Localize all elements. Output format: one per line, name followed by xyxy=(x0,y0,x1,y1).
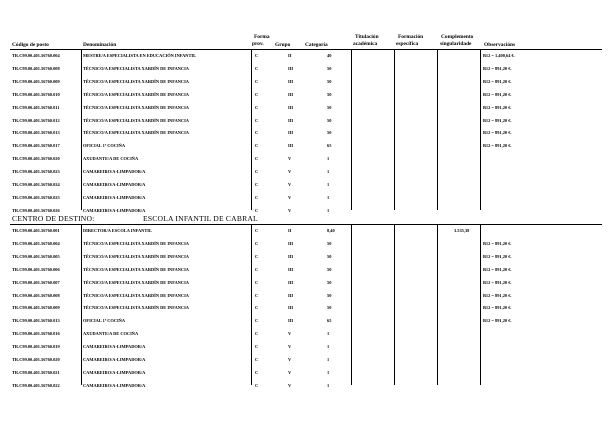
post-code-cell: TR.C99.00.401.56760.019 xyxy=(12,344,60,350)
forma-prov-cell: C xyxy=(255,292,259,298)
denomination-cell: CAMAREIRO/A-LIMPADOR/A xyxy=(83,182,146,187)
header-grupo: Grupo xyxy=(275,42,291,48)
denomination-cell: AXUDANTE/A DE COCIÑA xyxy=(83,156,139,162)
header-complemento-2: singularidade xyxy=(440,41,472,47)
grupo-cell: V xyxy=(288,344,292,350)
grupo-cell: V xyxy=(288,207,292,213)
denomination-cell: AXUDANTE/A DE COCIÑA xyxy=(83,331,139,337)
header-denominacion: Denominación xyxy=(83,42,117,48)
section-2-label: CENTRO DE DESTINO: xyxy=(12,214,95,223)
grupo-cell: II xyxy=(288,228,292,233)
observacions-cell: B12 = 891,20 €. xyxy=(483,104,512,110)
forma-prov-cell: C xyxy=(255,104,259,110)
table-row xyxy=(0,91,615,104)
denomination-cell: CAMAREIRO/A-LIMPADOR/A xyxy=(83,207,146,213)
header-forma-2: prov. xyxy=(252,41,264,47)
table-row xyxy=(0,227,615,240)
post-code-cell: TR.C99.00.401.56760.020 xyxy=(12,156,60,162)
forma-prov-cell: C xyxy=(255,305,259,311)
observacions-cell: B12 = 1.400,64 €. xyxy=(483,53,515,58)
forma-prov-cell: C xyxy=(255,143,259,149)
denomination-cell: CAMAREIRO/A-LIMPADOR/A xyxy=(83,169,146,175)
observacions-cell: B12 = 891,20 €. xyxy=(483,279,512,285)
categoria-cell: 50 xyxy=(327,104,332,110)
denomination-cell: TÉCNICO/A ESPECIALISTA XARDÍN DE INFANCIA xyxy=(83,91,189,97)
categoria-cell: 1 xyxy=(327,169,330,175)
table-row xyxy=(0,142,615,155)
categoria-cell: 50 xyxy=(327,91,332,97)
categoria-cell: 50 xyxy=(327,266,332,272)
table-row xyxy=(0,330,615,343)
forma-prov-cell: C xyxy=(255,344,259,350)
table-row xyxy=(0,253,615,266)
table-row xyxy=(0,304,615,317)
grupo-cell: V xyxy=(288,194,292,200)
categoria-cell: 50 xyxy=(327,78,332,84)
section-2-name: ESCOLA INFANTIL DE CABRAL xyxy=(143,214,258,223)
categoria-cell: 65 xyxy=(327,143,332,149)
post-code-cell: TR.C99.00.401.56760.013 xyxy=(12,318,60,324)
complemento-cell: 3.535,38 xyxy=(454,228,470,233)
denomination-cell: OFICIAL 1ª COCIÑA xyxy=(83,143,126,149)
categoria-cell: 50 xyxy=(327,130,332,136)
grupo-cell: V xyxy=(288,182,292,187)
post-code-cell: TR.C99.00.401.56760.006 xyxy=(12,266,60,272)
table-row xyxy=(0,382,615,395)
forma-prov-cell: C xyxy=(255,240,259,246)
post-code-cell: TR.C99.00.401.56760.021 xyxy=(12,369,60,375)
table-row xyxy=(0,168,615,181)
table-row xyxy=(0,65,615,78)
post-code-cell: TR.C99.00.401.56760.008 xyxy=(12,292,60,298)
post-code-cell: TR.C99.00.401.56760.004 xyxy=(12,240,60,246)
forma-prov-cell: C xyxy=(255,194,259,200)
grupo-cell: III xyxy=(288,292,294,298)
post-code-cell: TR.C99.00.401.56760.024 xyxy=(12,182,60,187)
table-row xyxy=(0,317,615,330)
denomination-cell: TÉCNICO/A ESPECIALISTA XARDÍN DE INFANCIA xyxy=(83,305,189,311)
forma-prov-cell: C xyxy=(255,91,259,97)
table-row xyxy=(0,279,615,292)
denomination-cell: CAMAREIRO/A-LIMPADOR/A xyxy=(83,194,146,200)
post-code-cell: TR.C99.00.401.56760.005 xyxy=(12,253,60,259)
forma-prov-cell: C xyxy=(255,266,259,272)
section-2-heading xyxy=(12,214,258,223)
table-row xyxy=(0,266,615,279)
post-code-cell: TR.C99.00.401.56760.017 xyxy=(12,143,60,149)
grupo-cell: V xyxy=(288,331,292,337)
header-formacion-2: específica xyxy=(396,41,419,47)
table-row xyxy=(0,129,615,142)
observacions-cell: B12 = 891,20 €. xyxy=(483,78,512,84)
categoria-cell: 50 xyxy=(327,253,332,259)
grupo-cell: III xyxy=(288,65,294,71)
grupo-cell: III xyxy=(288,117,294,123)
forma-prov-cell: C xyxy=(255,369,259,375)
table-row xyxy=(0,104,615,117)
forma-prov-cell: C xyxy=(255,169,259,175)
forma-prov-cell: C xyxy=(255,65,259,71)
categoria-cell: 65 xyxy=(327,318,332,324)
post-code-cell: TR.C99.00.401.56760.004 xyxy=(12,53,60,58)
observacions-cell: B12 = 891,20 €. xyxy=(483,117,512,123)
grupo-cell: III xyxy=(288,240,294,246)
table-row xyxy=(0,369,615,382)
forma-prov-cell: C xyxy=(255,182,259,187)
post-code-cell: TR.C99.00.401.56760.007 xyxy=(12,279,60,285)
observacions-cell: B12 = 891,20 €. xyxy=(483,91,512,97)
categoria-cell: 1 xyxy=(327,207,330,213)
table-row xyxy=(0,194,615,207)
observacions-cell: B12 = 891,20 €. xyxy=(483,65,512,71)
categoria-cell: 8,40 xyxy=(327,228,335,233)
grupo-cell: III xyxy=(288,253,294,259)
categoria-cell: 50 xyxy=(327,117,332,123)
forma-prov-cell: C xyxy=(255,253,259,259)
denomination-cell: TÉCNICO/A ESPECIALISTA XARDÍN DE INFANCIA xyxy=(83,130,189,136)
categoria-cell: 40 xyxy=(327,53,332,58)
post-code-cell: TR.C99.00.401.56760.016 xyxy=(12,331,60,337)
observacions-cell: B12 = 891,20 €. xyxy=(483,130,512,136)
categoria-cell: 50 xyxy=(327,305,332,311)
denomination-cell: TÉCNICO/A ESPECIALISTA XARDÍN DE INFANCIA xyxy=(83,65,189,71)
post-code-cell: TR.C99.00.401.56760.009 xyxy=(12,305,60,311)
header-formacion-1: Formación xyxy=(398,34,424,40)
grupo-cell: III xyxy=(288,130,294,136)
forma-prov-cell: C xyxy=(255,382,259,388)
forma-prov-cell: C xyxy=(255,130,259,136)
observacions-cell: B12 = 891,20 €. xyxy=(483,305,512,311)
forma-prov-cell: C xyxy=(255,78,259,84)
categoria-cell: 1 xyxy=(327,182,330,187)
header-complemento-1: Complemento xyxy=(441,34,474,40)
grupo-cell: III xyxy=(288,78,294,84)
denomination-cell: CAMAREIRO/A-LIMPADOR/A xyxy=(83,357,146,362)
denomination-cell: DIRECTOR/A ESCOLA INFANTIL xyxy=(83,228,152,233)
header-observacions: Observacións xyxy=(484,42,516,48)
table-row xyxy=(0,78,615,91)
table-row xyxy=(0,52,615,65)
post-code-cell: TR.C99.00.401.56760.025 xyxy=(12,194,60,200)
denomination-cell: CAMAREIRO/A-LIMPADOR/A xyxy=(83,382,146,388)
denomination-cell: TÉCNICO/A ESPECIALISTA XARDÍN DE INFANCIA xyxy=(83,240,189,246)
denomination-cell: TÉCNICO/A ESPECIALISTA XARDÍN DE INFANCIA xyxy=(83,266,189,272)
forma-prov-cell: C xyxy=(255,53,259,58)
post-code-cell: TR.C99.00.401.56760.001 xyxy=(12,228,60,233)
post-code-cell: TR.C99.00.401.56760.013 xyxy=(12,130,60,136)
forma-prov-cell: C xyxy=(255,156,259,162)
forma-prov-cell: C xyxy=(255,207,259,213)
table-row xyxy=(0,292,615,305)
header-forma-1: Forma xyxy=(254,34,270,40)
post-code-cell: TR.C99.00.401.56760.026 xyxy=(12,207,60,213)
denomination-cell: TÉCNICO/A ESPECIALISTA XARDÍN DE INFANCIA xyxy=(83,117,189,123)
section-2-rule xyxy=(10,224,602,225)
grupo-cell: V xyxy=(288,169,292,175)
observacions-cell: B12 = 891,20 €. xyxy=(483,318,512,324)
forma-prov-cell: C xyxy=(255,331,259,337)
forma-prov-cell: C xyxy=(255,228,259,233)
post-code-cell: TR.C99.00.401.56760.023 xyxy=(12,169,60,175)
table-row xyxy=(0,155,615,168)
post-code-cell: TR.C99.00.401.56760.011 xyxy=(12,104,60,110)
grupo-cell: V xyxy=(288,156,292,162)
forma-prov-cell: C xyxy=(255,279,259,285)
denomination-cell: CAMAREIRO/A-LIMPADOR/A xyxy=(83,369,146,375)
grupo-cell: III xyxy=(288,104,294,110)
categoria-cell: 1 xyxy=(327,194,330,200)
categoria-cell: 50 xyxy=(327,65,332,71)
grupo-cell: II xyxy=(288,53,292,58)
categoria-cell: 50 xyxy=(327,292,332,298)
table-row xyxy=(0,181,615,194)
forma-prov-cell: C xyxy=(255,357,259,362)
table-row xyxy=(0,343,615,356)
post-code-cell: TR.C99.00.401.56760.010 xyxy=(12,91,60,97)
header-titulacion-1: Titulación xyxy=(355,34,379,40)
denomination-cell: TÉCNICO/A ESPECIALISTA XARDÍN DE INFANCIA xyxy=(83,253,189,259)
forma-prov-cell: C xyxy=(255,117,259,123)
observacions-cell: B12 = 891,20 €. xyxy=(483,253,512,259)
denomination-cell: TÉCNICO/A ESPECIALISTA XARDÍN DE INFANCIA xyxy=(83,292,189,298)
grupo-cell: III xyxy=(288,318,294,324)
categoria-cell: 1 xyxy=(327,344,330,350)
table-row xyxy=(0,240,615,253)
grupo-cell: V xyxy=(288,357,292,362)
header-codigo: Código de posto xyxy=(12,42,49,48)
categoria-cell: 1 xyxy=(327,156,330,162)
denomination-cell: TÉCNICO/A ESPECIALISTA XARDÍN DE INFANCIA xyxy=(83,78,189,84)
categoria-cell: 1 xyxy=(327,382,330,388)
categoria-cell: 50 xyxy=(327,279,332,285)
grupo-cell: III xyxy=(288,305,294,311)
forma-prov-cell: C xyxy=(255,318,259,324)
grupo-cell: III xyxy=(288,91,294,97)
post-code-cell: TR.C99.00.401.56760.020 xyxy=(12,357,60,362)
header-titulacion-2: académica xyxy=(353,41,378,47)
denomination-cell: MESTRE/A ESPECIALISTA EN EDUCACIÓN INFANTIL xyxy=(83,53,197,58)
post-code-cell: TR.C99.00.401.56760.022 xyxy=(12,382,60,388)
post-code-cell: TR.C99.00.401.56760.009 xyxy=(12,78,60,84)
denomination-cell: TÉCNICO/A ESPECIALISTA XARDÍN DE INFANCIA xyxy=(83,104,189,110)
categoria-cell: 1 xyxy=(327,331,330,337)
grupo-cell: III xyxy=(288,279,294,285)
observacions-cell: B12 = 891,20 €. xyxy=(483,240,512,246)
grupo-cell: V xyxy=(288,369,292,375)
header-rule xyxy=(10,49,602,50)
table-row xyxy=(0,356,615,369)
observacions-cell: B12 = 891,20 €. xyxy=(483,143,512,149)
table-row xyxy=(0,117,615,130)
observacions-cell: B12 = 891,20 €. xyxy=(483,292,512,298)
denomination-cell: TÉCNICO/A ESPECIALISTA XARDÍN DE INFANCIA xyxy=(83,279,189,285)
denomination-cell: OFICIAL 1ª COCIÑA xyxy=(83,318,126,324)
categoria-cell: 1 xyxy=(327,357,330,362)
grupo-cell: V xyxy=(288,382,292,388)
observacions-cell: B12 = 891,20 €. xyxy=(483,266,512,272)
post-code-cell: TR.C99.00.401.56760.012 xyxy=(12,117,60,123)
grupo-cell: III xyxy=(288,266,294,272)
grupo-cell: III xyxy=(288,143,294,149)
header-categoria: Categoría xyxy=(305,42,328,48)
categoria-cell: 1 xyxy=(327,369,330,375)
categoria-cell: 50 xyxy=(327,240,332,246)
post-code-cell: TR.C99.00.401.56760.008 xyxy=(12,65,60,71)
denomination-cell: CAMAREIRO/A-LIMPADOR/A xyxy=(83,344,146,350)
